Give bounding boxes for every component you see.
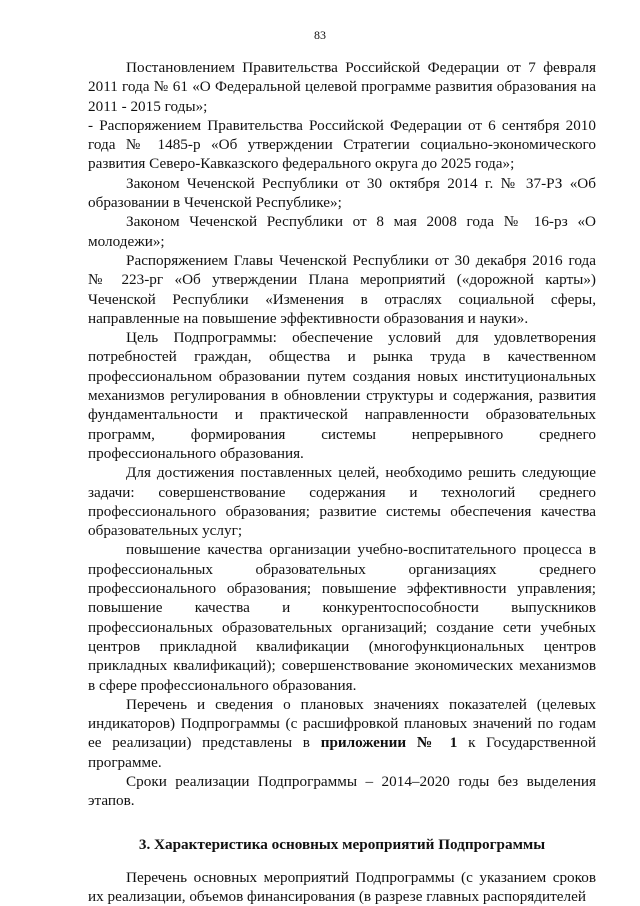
paragraph-activities-list: Перечень основных мероприятий Подпрограммы (с указанием сроков их реализации, объемов финансирования (в разрезе главных распорядителей xyxy=(88,868,596,906)
paragraph-timeframe: Сроки реализации Подпрограммы – 2014–2020 годы без выделения этапов. xyxy=(88,772,596,810)
document-body xyxy=(88,58,596,906)
paragraph-government-order: - Распоряжением Правительства Российской Федерации от 6 сентября 2010 года № 1485-р «Об утверждении Стратегии социально-экономического развития Северо-Кавказского федерального округа до 2025 года»; xyxy=(88,116,596,173)
page-number: 83 xyxy=(314,28,326,42)
paragraph-quality-improvement: повышение качества организации учебно-воспитательного процесса в профессиональных образовательных организациях среднего профессионального образования; повышение эффективности управления; повышение качества и конкурентоспособности выпускников профессиональных образовательных организаций; создание сети учебных центров прикладной квалификации (многофункциональных центров прикладных квалификаций); совершенствование экономических механизмов в сфере профессионального образования. xyxy=(88,541,596,694)
indicators-text-before: Перечень и сведения о плановых значениях показателей (целевых индикаторов) Подпрограммы (с расшифровкой плановых значений по годам ее реализации) представлены в xyxy=(88,695,596,752)
paragraph-indicators xyxy=(88,695,596,772)
paragraph-government-decree: Постановлением Правительства Российской Федерации от 7 февраля 2011 года № 61 «О Федеральной целевой программе развития образования на 2011 - 2015 годы»; xyxy=(88,59,596,115)
paragraph-tasks: Для достижения поставленных целей, необходимо решить следующие задачи: совершенствование содержания и технологий среднего профессионального образования; развитие системы обеспечения качества образовательных услуг; xyxy=(88,464,596,540)
paragraph-head-order: Распоряжением Главы Чеченской Республики от 30 декабря 2016 года № 223-рг «Об утверждении Плана мероприятий («дорожной карты») Чеченской Республики «Изменения в отраслях социальной сферы, направленные на повышение эффективности образования и науки». xyxy=(88,251,596,327)
indicators-text-after: к Государственной программе. xyxy=(88,734,596,771)
paragraph-subprogram-goal: Цель Подпрограммы: обеспечение условий для удовлетворения потребностей граждан, общества и рынка труда в качественном профессиональном образовании путем создания новых институциональных механизмов регулирования в обновлении структуры и содержания, развития фундаментальности и практической направленности образовательных программ, формирования системы непрерывного среднего профессионального образования. xyxy=(88,329,596,462)
appendix-reference: приложении № 1 xyxy=(320,734,458,752)
paragraph-law-youth: Законом Чеченской Республики от 8 мая 2008 года № 16-рз «О молодежи»; xyxy=(88,213,596,250)
section-heading: 3. Характеристика основных мероприятий Подпрограммы xyxy=(138,835,546,853)
paragraph-law-education: Законом Чеченской Республики от 30 октября 2014 г. № 37-РЗ «Об образовании в Чеченской Республике»; xyxy=(88,174,596,212)
